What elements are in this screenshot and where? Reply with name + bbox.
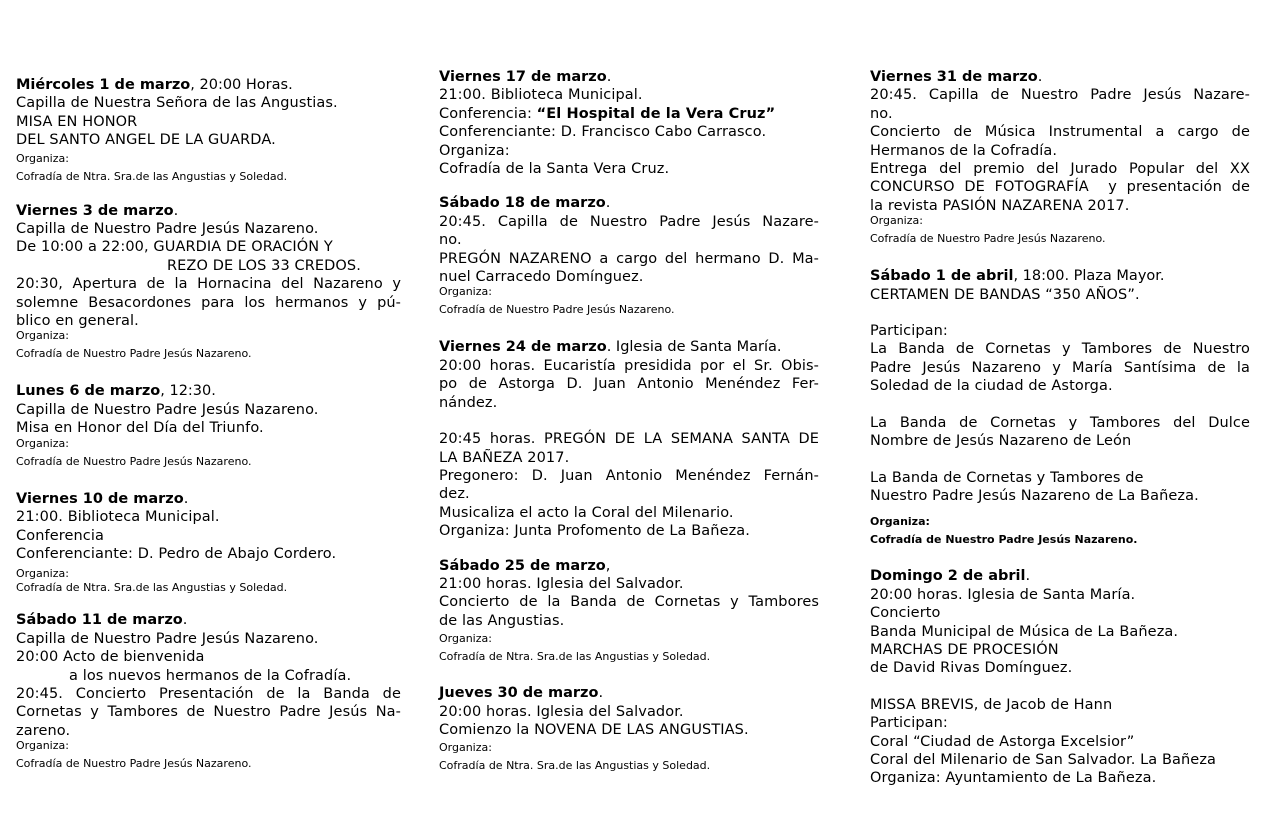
event-line: Hermanos de la Cofradía. (870, 142, 1058, 159)
event-line: Organiza: Junta Profomento de La Bañeza. (439, 523, 750, 540)
event-17-mar (439, 68, 819, 178)
event-line: Organiza: (439, 142, 510, 159)
event-line: 20:45. Capilla de Nuestro Padre Jesús Nazare- (439, 213, 819, 230)
event-line: Conferencia (16, 527, 104, 544)
event-10-mar (16, 490, 401, 596)
event-line: 21:00. Biblioteca Municipal. (439, 87, 643, 104)
event-line (439, 105, 819, 123)
organizer: Cofradía de Nuestro Padre Jesús Nazareno. (870, 533, 1138, 547)
event-line: Capilla de Nuestro Padre Jesús Nazareno. (16, 630, 319, 647)
event-30-mar (439, 684, 819, 777)
column-2 (439, 68, 819, 793)
event-line: 21:00. Biblioteca Municipal. (16, 509, 220, 526)
spacer (870, 304, 1250, 322)
event-line: solemne Besacordones para los hermanos y pú- (16, 294, 401, 311)
event-time: , 12:30. (160, 383, 216, 400)
event-line: 21:00 horas. Iglesia del Salvador. (439, 575, 684, 592)
event-line: 20:00 Acto de bienvenida (16, 649, 205, 666)
event-line: Capilla de Nuestro Padre Jesús Nazareno. (16, 221, 319, 238)
event-line: Comienzo la NOVENA DE LAS ANGUSTIAS. (439, 721, 749, 738)
organizer: Cofradía de Ntra. Sra.de las Angustias y Soledad. (16, 581, 288, 595)
conference-prefix: Conferencia: (439, 105, 537, 122)
event-1-abr (870, 267, 1250, 551)
spacer (439, 412, 819, 430)
event-date: Viernes 3 de marzo (16, 202, 174, 219)
event-line: de David Rivas Domínguez. (870, 660, 1073, 677)
organizer-label: Organiza: (16, 329, 69, 343)
organizer: Cofradía de Ntra. Sra.de las Angustias y Soledad. (439, 650, 711, 664)
event-date: Sábado 18 de marzo (439, 195, 606, 212)
event-line: blico en general. (16, 313, 139, 330)
event-line: Soledad de la ciudad de Astorga. (870, 378, 1113, 395)
organizer: Cofradía de Nuestro Padre Jesús Nazareno. (16, 454, 252, 468)
event-date-line (16, 202, 401, 220)
event-line: 20:00 horas. Eucaristía presidida por el Sr. Obis- (439, 357, 819, 374)
event-date: Miércoles 1 de marzo (16, 77, 191, 93)
event-line: MISA EN HONOR (16, 113, 138, 130)
event-time: , 20:00 Horas. (190, 77, 293, 93)
spacer (870, 451, 1250, 469)
event-date-line (16, 382, 401, 400)
event-time: . Iglesia de Santa María. (606, 339, 782, 356)
spacer (870, 678, 1250, 696)
event-date-line (16, 76, 401, 94)
event-line: DEL SANTO ANGEL DE LA GUARDA. (16, 132, 276, 149)
conference-title: “El Hospital de la Vera Cruz” (536, 105, 776, 122)
event-line: Organiza: Ayuntamiento de La Bañeza. (870, 770, 1157, 787)
event-date-line (439, 557, 819, 575)
event-time: . (1025, 568, 1031, 585)
event-31-mar (870, 68, 1250, 251)
event-line: Capilla de Nuestro Padre Jesús Nazareno. (16, 401, 319, 418)
event-date: Domingo 2 de abril (870, 568, 1026, 585)
event-line: po de Astorga D. Juan Antonio Menéndez Fer- (439, 376, 819, 393)
event-line: de las Angustias. (439, 612, 565, 629)
event-date: Lunes 6 de marzo (16, 383, 161, 400)
column-1 (16, 76, 401, 792)
event-line: Nombre de Jesús Nazareno de León (870, 433, 1132, 450)
event-line: 20:00 horas. Iglesia del Salvador. (439, 703, 684, 720)
event-line: De 10:00 a 22:00, GUARDIA DE ORACIÓN Y (16, 239, 333, 256)
event-date-line (870, 567, 1250, 585)
event-time: . (598, 685, 604, 702)
organizer-label: Organiza: (870, 214, 923, 228)
event-line: Nuestro Padre Jesús Nazareno de La Bañeza. (870, 487, 1199, 504)
event-date-line (16, 490, 401, 508)
event-18-mar (439, 194, 819, 322)
event-line: no. (870, 105, 893, 122)
event-time: . (1037, 69, 1043, 85)
event-date-line (439, 68, 819, 86)
event-time: , (605, 557, 611, 574)
event-line: Pregonero: D. Juan Antonio Menéndez Fernán- (439, 467, 819, 484)
event-line: PREGÓN NAZARENO a cargo del hermano D. Ma- (439, 250, 819, 267)
organizer-label: Organiza: (439, 285, 492, 299)
event-line: 20:45. Capilla de Nuestro Padre Jesús Nazare- (870, 87, 1250, 104)
event-line: LA BAÑEZA 2017. (439, 449, 570, 466)
event-line: Participan: (870, 715, 948, 732)
event-line: CONCURSO DE FOTOGRAFÍA y presentación de (870, 179, 1250, 196)
event-line: zareno. (16, 722, 71, 739)
event-line: La Banda de Cornetas y Tambores de (870, 469, 1144, 486)
organizer: Cofradía de Nuestro Padre Jesús Nazareno. (16, 347, 252, 361)
event-date-line (870, 267, 1250, 285)
event-time: . (183, 490, 189, 507)
organizer-label: Organiza: (439, 741, 492, 755)
event-line: Concierto de la Banda de Cornetas y Tambores (439, 594, 819, 611)
event-line: Conferenciante: D. Francisco Cabo Carrasco. (439, 124, 767, 141)
organizer: Cofradía de Ntra. Sra.de las Angustias y Soledad. (16, 169, 288, 183)
event-line: Coral del Milenario de San Salvador. La Bañeza (870, 751, 1217, 768)
spacer (870, 396, 1250, 414)
event-line: dez. (439, 486, 470, 503)
organizer-label: Organiza: (16, 739, 69, 753)
event-date: Jueves 30 de marzo (439, 685, 599, 702)
event-line: Concierto de Música Instrumental a cargo de (870, 124, 1250, 141)
event-date: Viernes 10 de marzo (16, 490, 184, 507)
organizer-label: Organiza: (439, 632, 492, 646)
event-line: 20:30, Apertura de la Hornacina del Nazareno y (16, 276, 401, 293)
event-time: . (182, 612, 188, 629)
event-line: 20:45 horas. PREGÓN DE LA SEMANA SANTA DE (439, 431, 819, 448)
event-date-line (439, 684, 819, 702)
event-date: Sábado 1 de abril (870, 268, 1014, 285)
organizer-label: Organiza: (16, 436, 69, 450)
organizer-label: Organiza: (870, 515, 930, 529)
event-line: la revista PASIÓN NAZARENA 2017. (870, 197, 1130, 214)
event-line: Capilla de Nuestra Señora de las Angustias. (16, 95, 338, 112)
event-line: Concierto (870, 605, 941, 622)
event-line: Participan: (870, 323, 948, 340)
event-line: nuel Carracedo Domínguez. (439, 269, 644, 286)
event-line: Musicaliza el acto la Coral del Milenario. (439, 504, 734, 521)
event-line: nández. (439, 394, 498, 411)
event-11-mar (16, 611, 401, 776)
event-3-mar (16, 202, 401, 367)
organizer: Cofradía de Nuestro Padre Jesús Nazareno. (16, 757, 252, 771)
event-line: La Banda de Cornetas y Tambores de Nuestro (870, 341, 1250, 358)
event-date-line (439, 338, 819, 356)
column-3 (870, 68, 1250, 804)
event-line: 20:45. Concierto Presentación de la Banda de (16, 685, 401, 702)
event-line: Banda Municipal de Música de La Bañeza. (870, 623, 1179, 640)
event-2-abr (870, 567, 1250, 787)
organizer: Cofradía de Ntra. Sra.de las Angustias y Soledad. (439, 759, 711, 773)
event-line: Cornetas y Tambores de Nuestro Padre Jesús Na- (16, 704, 401, 721)
event-line: Conferenciante: D. Pedro de Abajo Cordero. (16, 545, 337, 562)
event-date-line (439, 194, 819, 212)
event-date: Sábado 11 de marzo (16, 612, 183, 629)
event-6-mar (16, 382, 401, 473)
event-line: Cofradía de la Santa Vera Cruz. (439, 161, 670, 178)
event-time: , 18:00. Plaza Mayor. (1013, 268, 1165, 285)
event-line: Misa en Honor del Día del Triunfo. (16, 420, 264, 437)
event-date: Viernes 17 de marzo (439, 69, 607, 85)
organizer-label: Organiza: (16, 567, 69, 581)
event-25-mar (439, 557, 819, 669)
event-date: Sábado 25 de marzo (439, 557, 606, 574)
event-line: La Banda de Cornetas y Tambores del Dulce (870, 414, 1250, 431)
event-line: MISSA BREVIS, de Jacob de Hann (870, 696, 1113, 713)
event-line: Padre Jesús Nazareno y María Santísima de la (870, 359, 1250, 376)
organizer: Cofradía de Nuestro Padre Jesús Nazareno. (870, 232, 1106, 246)
organizer-label: Organiza: (16, 151, 69, 165)
event-line: MARCHAS DE PROCESIÓN (870, 641, 1059, 658)
event-line: Coral “Ciudad de Astorga Excelsior” (870, 733, 1135, 750)
event-date: Viernes 24 de marzo (439, 339, 607, 356)
event-line: no. (439, 232, 462, 249)
event-time: . (173, 202, 179, 219)
event-line: a los nuevos hermanos de la Cofradía. (69, 667, 352, 684)
event-24-mar (439, 338, 819, 540)
event-line: CERTAMEN DE BANDAS “350 AÑOS”. (870, 286, 1140, 303)
event-time: . (606, 69, 612, 85)
event-time: . (605, 195, 611, 212)
event-line: Entrega del premio del Jurado Popular del XX (870, 161, 1250, 178)
event-date-line (16, 611, 401, 629)
event-1-mar (16, 76, 401, 186)
event-line: 20:00 horas. Iglesia de Santa María. (870, 586, 1136, 603)
event-date-line (870, 68, 1250, 86)
event-line: REZO DE LOS 33 CREDOS. (167, 257, 361, 274)
event-date: Viernes 31 de marzo (870, 69, 1038, 85)
organizer: Cofradía de Nuestro Padre Jesús Nazareno. (439, 303, 675, 317)
